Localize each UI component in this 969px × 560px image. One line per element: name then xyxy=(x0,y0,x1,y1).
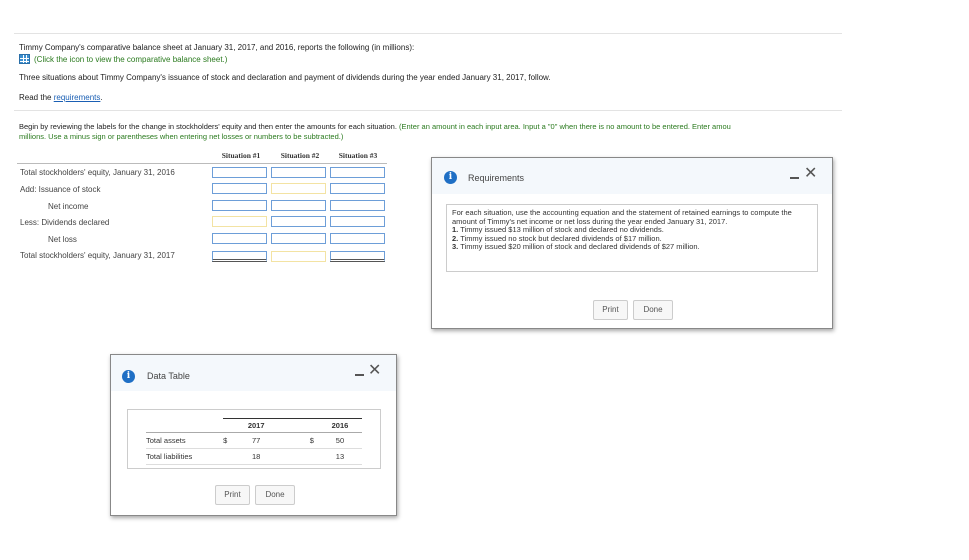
minimize-icon[interactable] xyxy=(355,374,364,376)
input-s1-net-income[interactable] xyxy=(212,200,267,211)
input-s3-net-income[interactable] xyxy=(330,200,385,211)
data-table-dialog xyxy=(110,354,397,516)
input-s1-ending[interactable] xyxy=(212,251,267,262)
requirement-item: 2. Timmy issued no stock but declared dividends of $17 million. xyxy=(452,233,662,243)
row-label-ending-equity: Total stockholders' equity, January 31, 2017 xyxy=(20,251,175,260)
table-header-row xyxy=(146,419,362,433)
currency xyxy=(278,449,318,465)
col-2017: 2017 xyxy=(234,419,278,433)
input-s2-dividends[interactable] xyxy=(271,216,326,227)
input-s2-beginning[interactable] xyxy=(271,167,326,178)
requirements-intro: For each situation, use the accounting equation and the statement of retained earnings to compute the amount of Timmy's net income or net loss during the year ended January 31, 2017. xyxy=(452,208,792,226)
row-label-beginning-equity: Total stockholders' equity, January 31, 2016 xyxy=(20,168,175,177)
data-table-content xyxy=(127,409,381,469)
instructions-note-2: millions. Use a minus sign or parentheses when entering net losses or numbers to be subtracted.) xyxy=(19,132,344,141)
requirements-link[interactable]: requirements xyxy=(53,93,101,102)
input-s3-dividends[interactable] xyxy=(330,216,385,227)
row-label-net-loss: Net loss xyxy=(48,235,77,244)
col-2016: 2016 xyxy=(318,419,362,433)
instructions-main: Begin by reviewing the labels for the change in stockholders' equity and then enter the amounts for each situation. xyxy=(19,122,397,131)
info-icon: i xyxy=(122,370,135,383)
print-button[interactable]: Print xyxy=(215,485,250,505)
currency: $ xyxy=(278,433,318,449)
input-s2-ending[interactable] xyxy=(271,251,326,262)
read-requirements: Read the requirements. xyxy=(19,93,103,102)
balance-sheet-link-row[interactable] xyxy=(19,54,227,64)
row-label-net-income: Net income xyxy=(48,202,89,211)
close-icon[interactable]: ✕ xyxy=(368,362,382,379)
value-2016: 50 xyxy=(318,433,362,449)
table-row xyxy=(146,433,362,449)
currency: $ xyxy=(223,433,234,449)
input-s1-net-loss[interactable] xyxy=(212,233,267,244)
row-label: Total liabilities xyxy=(146,449,223,465)
balance-sheet-link[interactable]: (Click the icon to view the comparative balance sheet.) xyxy=(34,54,228,64)
requirements-content xyxy=(446,204,818,272)
col-situation-3: Situation #3 xyxy=(338,151,378,160)
row-label-issuance: Add: Issuance of stock xyxy=(20,185,101,194)
intro-text: Timmy Company's comparative balance sheet at January 31, 2017, and 2016, reports the following (in millions): xyxy=(19,43,415,52)
input-s1-dividends[interactable] xyxy=(212,216,267,227)
info-icon: i xyxy=(444,171,457,184)
requirements-dialog-title: Requirements xyxy=(468,173,525,183)
situations-text: Three situations about Timmy Company's issuance of stock and declaration and payment of dividends during the year ended January 31, 2017, follow. xyxy=(19,73,551,82)
input-s3-ending[interactable] xyxy=(330,251,385,262)
requirements-dialog-header xyxy=(432,158,832,194)
done-button[interactable]: Done xyxy=(633,300,673,320)
requirements-dialog xyxy=(431,157,833,329)
input-s1-beginning[interactable] xyxy=(212,167,267,178)
print-button[interactable]: Print xyxy=(593,300,628,320)
section-divider xyxy=(14,110,842,111)
requirement-item: 1. Timmy issued $13 million of stock and declared no dividends. xyxy=(452,225,664,235)
table-header-divider xyxy=(17,163,387,164)
requirement-item: 3. Timmy issued $20 million of stock and declared dividends of $27 million. xyxy=(452,242,700,252)
instructions xyxy=(19,122,847,142)
data-table-dialog-header xyxy=(111,355,396,391)
value-2017: 77 xyxy=(234,433,278,449)
value-2016: 13 xyxy=(318,449,362,465)
value-2017: 18 xyxy=(234,449,278,465)
close-icon[interactable]: ✕ xyxy=(804,165,818,182)
input-s2-net-income[interactable] xyxy=(271,200,326,211)
input-s2-net-loss[interactable] xyxy=(271,233,326,244)
top-divider xyxy=(14,33,842,34)
row-label: Total assets xyxy=(146,433,223,449)
table-grid-icon[interactable] xyxy=(19,54,30,64)
input-s1-issuance[interactable] xyxy=(212,183,267,194)
done-button[interactable]: Done xyxy=(255,485,295,505)
currency xyxy=(223,449,234,465)
row-label-dividends: Less: Dividends declared xyxy=(20,218,110,227)
data-table-dialog-title: Data Table xyxy=(147,371,190,381)
input-s3-issuance[interactable] xyxy=(330,183,385,194)
input-s3-net-loss[interactable] xyxy=(330,233,385,244)
minimize-icon[interactable] xyxy=(790,177,799,179)
balance-sheet-table xyxy=(146,418,362,465)
instructions-note: (Enter an amount in each input area. Input a "0" when there is no amount to be entered. Enter amou xyxy=(399,122,731,131)
input-s2-issuance[interactable] xyxy=(271,183,326,194)
input-s3-beginning[interactable] xyxy=(330,167,385,178)
col-situation-2: Situation #2 xyxy=(280,151,320,160)
table-row xyxy=(146,449,362,465)
col-situation-1: Situation #1 xyxy=(221,151,261,160)
